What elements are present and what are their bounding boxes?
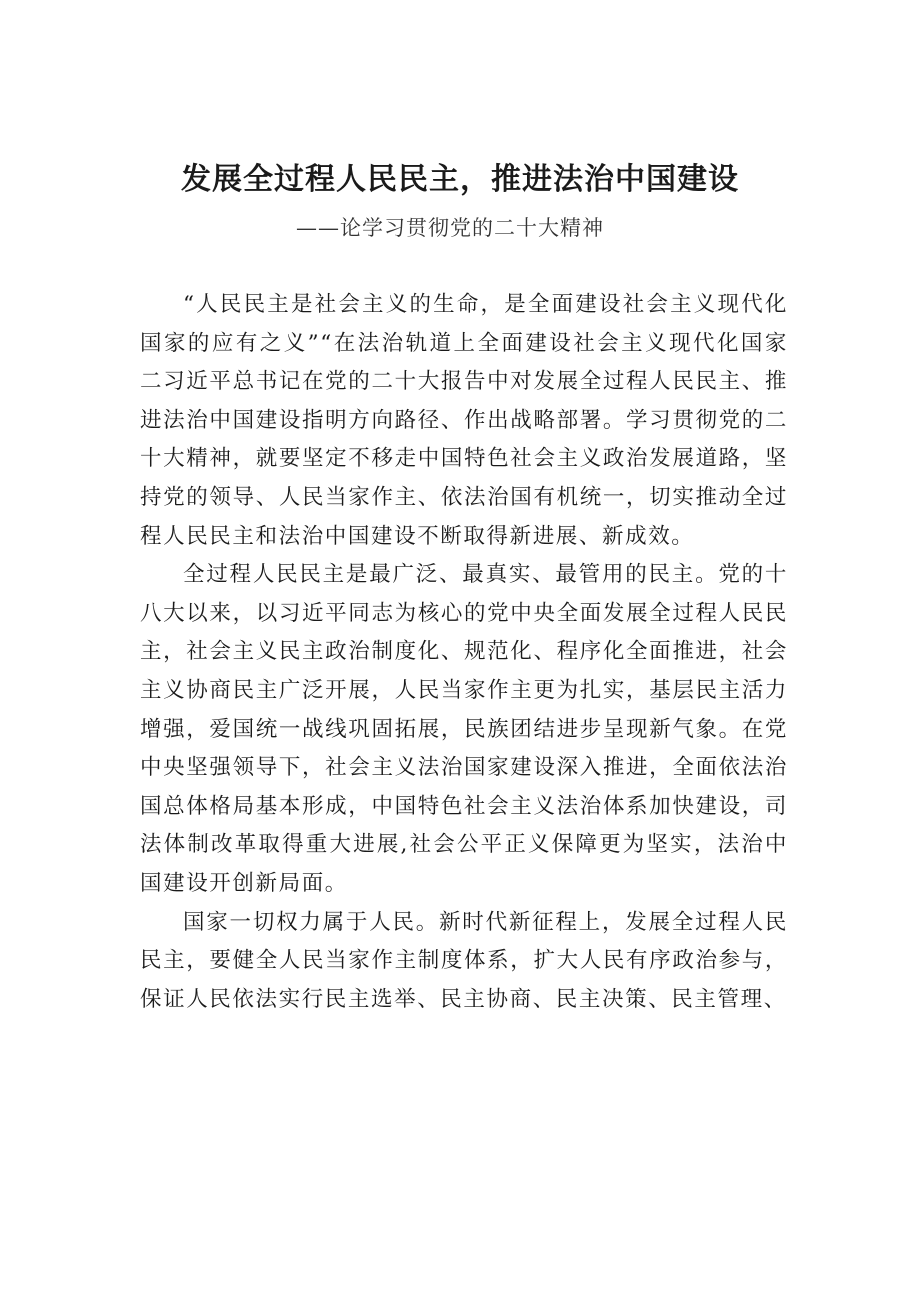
document-subtitle: ——论学习贯彻党的二十大精神 bbox=[296, 216, 604, 240]
paragraph-3: 国家一切权力属于人民。新时代新征程上，发展全过程人民民主，要健全人民当家作主制度体系，扩大人民有序政治参与，保证人民依法实行民主选举、民主协商、民主决策、民主管理、 bbox=[140, 909, 788, 1012]
paragraph-1: “人民民主是社会主义的生命，是全面建设社会主义现代化国家的应有之义”“在法治轨道上全面建设社会主义现代化国家二习近平总书记在党的二十大报告中对发展全过程人民民主、推进法治中国建设指明方向路径、作出战略部署。学习贯彻党的二十大精神，就要坚定不移走中国特色社会主义政治发展道路，坚持党的领导、人民当家作主、依法治国有机统一，切实推动全过程人民民主和法治中国建设不断取得新进展、新成效。 bbox=[140, 292, 788, 549]
paragraph-2: 全过程人民民主是最广泛、最真实、最管用的民主。党的十八大以来，以习近平同志为核心的党中央全面发展全过程人民民主，社会主义民主政治制度化、规范化、程序化全面推进，社会主义协商民主广泛开展，人民当家作主更为扎实，基层民主活力增强，爱国统一战线巩固拓展，民族团结进步呈现新气象。在党中央坚强领导下，社会主义法治国家建设深入推进，全面依法治国总体格局基本形成，中国特色社会主义法治体系加快建设，司法体制改革取得重大进展,社会公平正义保障更为坚实，法治中国建设开创新局面。 bbox=[140, 562, 788, 896]
document-body bbox=[140, 286, 788, 1019]
document-title: 发展全过程人民民主，推进法治中国建设 bbox=[181, 162, 739, 197]
